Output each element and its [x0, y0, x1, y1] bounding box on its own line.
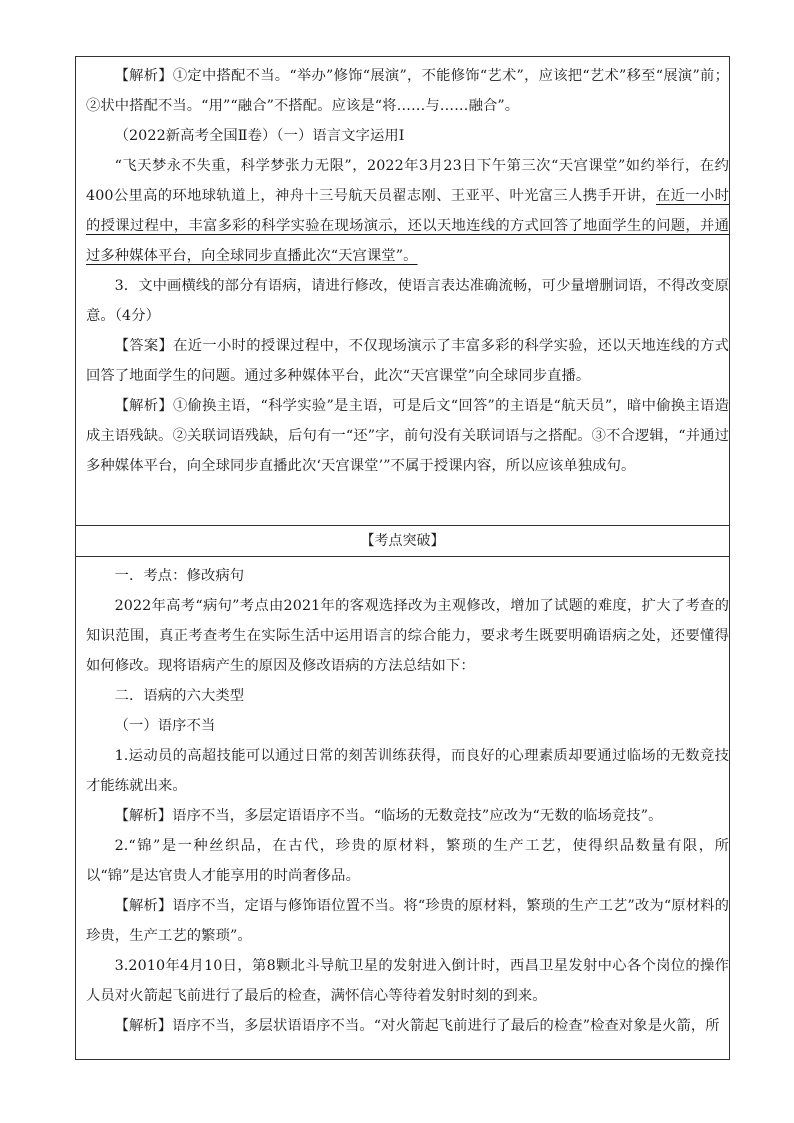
- intro-paragraph: 2022年高考“病句”考点由2021年的客观选择改为主观修改，增加了试题的难度，扩大了考查的知识范围，真正考查考生在实际生活中运用语言的综合能力，要求考生既要明确语病之处，还要懂得如何修改。现将语病产生的原因及修改语病的方法总结如下：: [86, 598, 729, 674]
- answer-paragraph: 【答案】在近一小时的授课过程中，不仅现场演示了丰富多彩的科学实验，还以天地连线的方式回答了地面学生的问题。通过多种媒体平台，此次“天宫课堂”向全球同步直播。: [86, 338, 729, 384]
- example-item-1: 1.运动员的高超技能可以通过日常的刻苦训练获得，而良好的心理素质却要通过临场的无数竞技才能练就出来。: [86, 748, 729, 794]
- passage-paragraph: [86, 151, 729, 271]
- heading-six-types: 二．语病的六大类型: [114, 688, 245, 704]
- breakthrough-cell: [76, 557, 729, 1059]
- example-item-2-analysis: 【解析】语序不当，定语与修饰语位置不当。将“珍贵的原材料，繁琐的生产工艺”改为“原材料的珍贵，生产工艺的繁琐”。: [86, 898, 729, 944]
- heading-word-order: （一）语序不当: [114, 718, 216, 734]
- example-item-1-analysis: 【解析】语序不当，多层定语语序不当。“临场的无数竞技”应改为“无数的临场竞技”。: [114, 808, 663, 824]
- example-item-2: 2.“锦”是一种丝织品，在古代，珍贵的原材料，繁琐的生产工艺，使得织品数量有限，所以“锦”是达官贵人才能享用的时尚奢侈品。: [86, 838, 729, 884]
- question-3: 3．文中画横线的部分有语病，请进行修改，使语言表达准确流畅，可少量增删词语，不得改变原意。（4分）: [86, 278, 729, 324]
- heading-exam-point: 一．考点：修改病句: [114, 568, 245, 584]
- passage-text: “飞天梦永不失重，科学梦张力无限”，2022年3月23日下午第三次“天宫课堂”如约举行，在约400公里高的环地球轨道上，神舟十三号航天员翟志刚、王亚平、叶光富三人携手开讲，: [86, 158, 729, 204]
- document-table: [75, 56, 730, 1060]
- passage-underlined-text: 在近一小时的授课过程中，丰富多彩的科学实验在现场演示，还以天地连线的方式回答了地面学生的问题，并通过多种媒体平台，向全球同步直播此次“天宫课堂”。: [86, 188, 729, 264]
- analysis-paragraph-1: 【解析】①定中搭配不当。“举办”修饰“展演”，不能修饰“艺术”，应该把“艺术”移至“展演”前；②状中搭配不当。“用”“融合”不搭配。应该是“将……与……融合”。: [86, 68, 729, 114]
- section-header: 【考点突破】: [76, 526, 729, 557]
- analysis-paragraph-2: 【解析】①偷换主语，“科学实验”是主语，可是后文“回答”的主语是“航天员”，暗中偷换主语造成主语残缺。②关联词语残缺，后句有一“还”字，前句没有关联词语与之搭配。③不合逻辑，“并通过多种媒体平台，向全球同步直播此次‘天宫课堂’”不属于授课内容，所以应该单独成句。: [86, 398, 729, 474]
- example-item-3-analysis: 【解析】语序不当，多层状语语序不当。“对火箭起飞前进行了最后的检查”检查对象是火箭，所: [114, 1018, 720, 1034]
- exam-source: （2022新高考全国Ⅱ卷）（一）语言文字运用Ⅰ: [114, 128, 405, 144]
- example-item-3: 3.2010年4月10日，第8颗北斗导航卫星的发射进入倒计时，西昌卫星发射中心各个岗位的操作人员对火箭起飞前进行了最后的检查，满怀信心等待着发射时刻的到来。: [86, 958, 729, 1004]
- example-cell: [76, 57, 729, 526]
